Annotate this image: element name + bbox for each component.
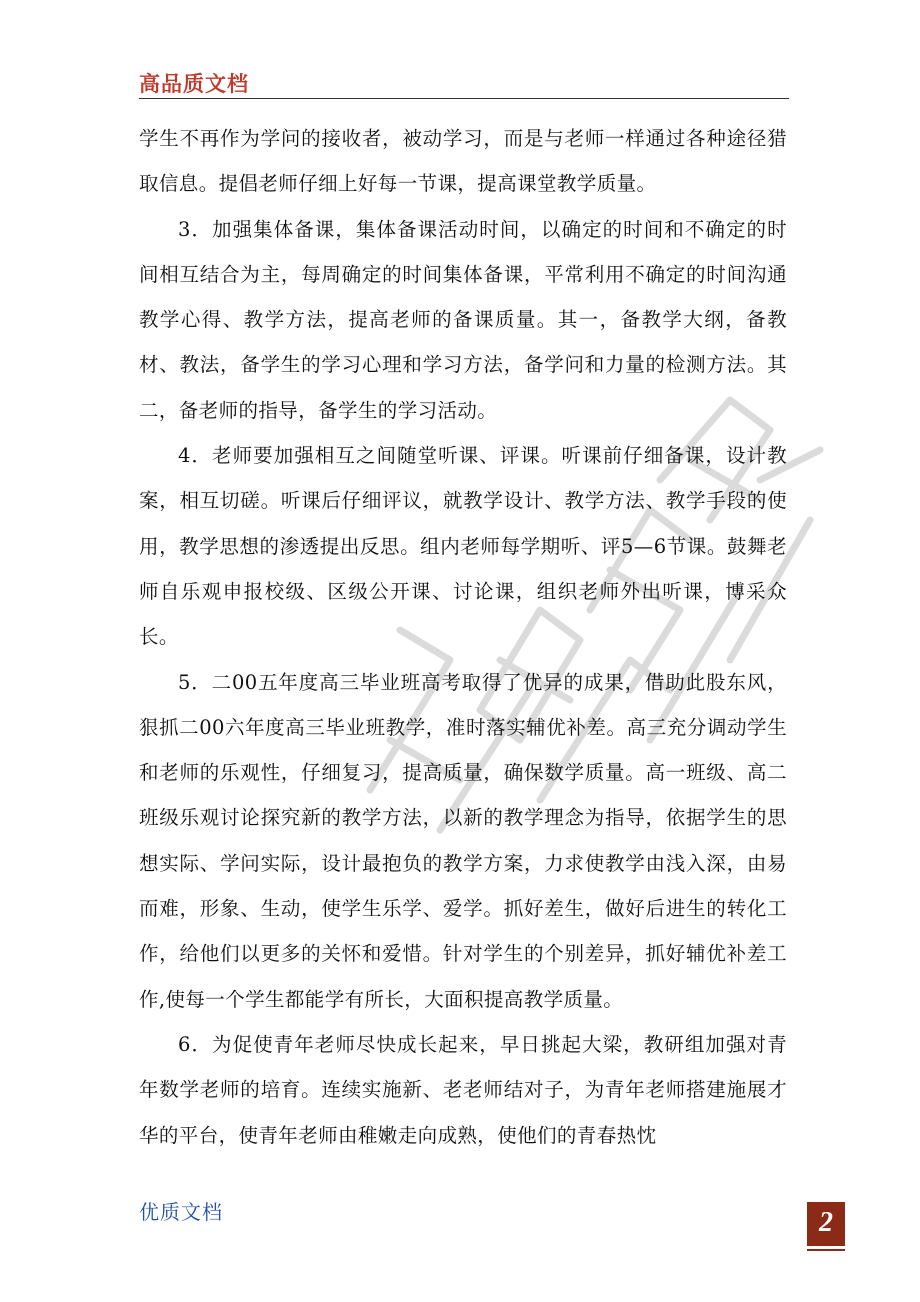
document-body — [139, 116, 787, 1158]
paragraph-4: 5．二00五年度高三毕业班高考取得了优异的成果，借助此股东风，狠抓二00六年度高三毕业班教学，准时落实辅优补差。高三充分调动学生和老师的乐观性，仔细复习，提高质量，确保数学质量。高一班级、高二班级乐观讨论探究新的教学方法，以新的教学理念为指导，依据学生的思想实际、学问实际，设计最抱负的教学方案，力求使教学由浅入深，由易而难，形象、生动，使学生乐学、爱学。抓好差生，做好后进生的转化工作，给他们以更多的关怀和爱惜。针对学生的个别差异，抓好辅优补差工作,使每一个学生都能学有所长，大面积提高教学质量。 — [139, 670, 787, 1011]
page-number-badge: 2 — [807, 1202, 845, 1246]
paragraph-3: 4．老师要加强相互之间随堂听课、评课。听课前仔细备课，设计教案，相互切磋。听课后仔细评议，就教学设计、教学方法、教学手段的使用，教学思想的渗透提出反思。组内老师每学期听、评5—6节课。鼓舞老师自乐观申报校级、区级公开课、讨论课，组织老师外出听课，博采众长。 — [139, 444, 787, 649]
paragraph-2: 3．加强集体备课，集体备课活动时间，以确定的时间和不确定的时间相互结合为主，每周确定的时间集体备课，平常利用不确定的时间沟通教学心得、教学方法，提高老师的备课质量。其一，备教学大纲，备教材、教法，备学生的学习心理和学习方法，备学问和力量的检测方法。其二，备老师的指导，备学生的学习活动。 — [139, 217, 787, 422]
header-title: 高品质文档 — [139, 72, 249, 96]
paragraph-1: 学生不再作为学问的接收者，被动学习，而是与老师一样通过各种途径猎取信息。提倡老师仔细上好每一节课，提高课堂教学质量。 — [139, 127, 787, 196]
paragraph-5: 6．为促使青年老师尽快成长起来，早日挑起大梁，教研组加强对青年数学老师的培育。连续实施新、老老师结对子，为青年老师搭建施展才华的平台，使青年老师由稚嫩走向成熟，使他们的青春热忱 — [139, 1032, 787, 1147]
footer-title: 优质文档 — [139, 1200, 223, 1224]
page-header — [139, 64, 789, 99]
page-number-underline — [807, 1249, 845, 1251]
